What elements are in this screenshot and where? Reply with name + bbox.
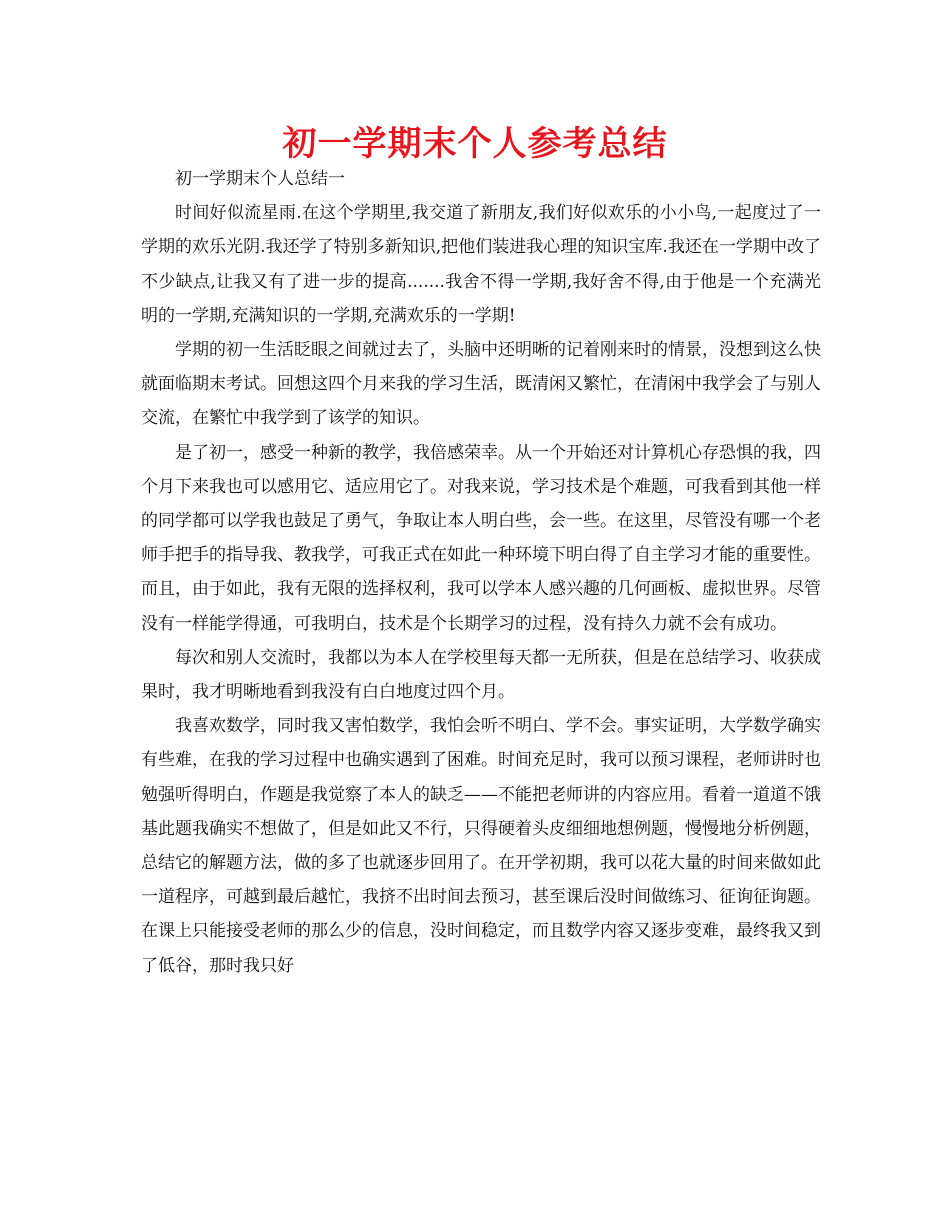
paragraph-3: 是了初一，感受一种新的教学，我倍感荣幸。从一个开始还对计算机心存恐惧的我，四个月下来我也可以感用它、适应用它了。对我来说，学习技术是个难题，可我看到其他一样的同学都可以学我也鼓足了勇气，争取让本人明白些，会一些。在这里，尽管没有哪一个老师手把手的指导我、教我学，可我正式在如此一种环境下明白得了自主学习才能的重要性。而且，由于如此，我有无限的选择权利，我可以学本人感兴趣的几何画板、虚拟世界。尽管没有一样能学得通，可我明白，技术是个长期学习的过程，没有持久力就不会有成功。 xyxy=(141,442,821,634)
paragraph-subtitle: 初一学期末个人总结一 xyxy=(175,169,345,189)
document-body xyxy=(141,162,821,983)
paragraph-2: 学期的初一生活眨眼之间就过去了，头脑中还明晰的记着刚来时的情景，没想到这么快就面临期末考试。回想这四个月来我的学习生活，既清闲又繁忙，在清闲中我学会了与别人交流，在繁忙中我学到了该学的知识。 xyxy=(141,340,821,429)
paragraph-4: 每次和别人交流时，我都以为本人在学校里每天都一无所获，但是在总结学习、收获成果时，我才明晰地看到我没有白白地度过四个月。 xyxy=(141,647,821,703)
document-title: 初一学期末个人参考总结 xyxy=(282,124,668,164)
paragraph-1: 时间好似流星雨.在这个学期里,我交道了新朋友,我们好似欢乐的小小鸟,一起度过了一学期的欢乐光阴.我还学了特别多新知识,把他们装进我心理的知识宝库.我还在一学期中改了不少缺点,让我又有了进一步的提高.......我舍不得一学期,我好舍不得,由于他是一个充满光明的一学期,充满知识的一学期,充满欢乐的一学期! xyxy=(141,203,821,326)
paragraph-5: 我喜欢数学，同时我又害怕数学，我怕会听不明白、学不会。事实证明，大学数学确实有些难，在我的学习过程中也确实遇到了困难。时间充足时，我可以预习课程，老师讲时也勉强听得明白，作题是我觉察了本人的缺乏——不能把老师讲的内容应用。看着一道道不饿基此题我确实不想做了，但是如此又不行，只得硬着头皮细细地想例题，慢慢地分析例题，总结它的解题方法，做的多了也就逐步回用了。在开学初期，我可以花大量的时间来做如此一道程序，可越到最后越忙，我挤不出时间去预习，甚至课后没时间做练习、征询征询题。在课上只能接受老师的那么少的信息，没时间稳定，而且数学内容又逐步变难，最终我又到了低谷，那时我只好 xyxy=(141,716,821,976)
